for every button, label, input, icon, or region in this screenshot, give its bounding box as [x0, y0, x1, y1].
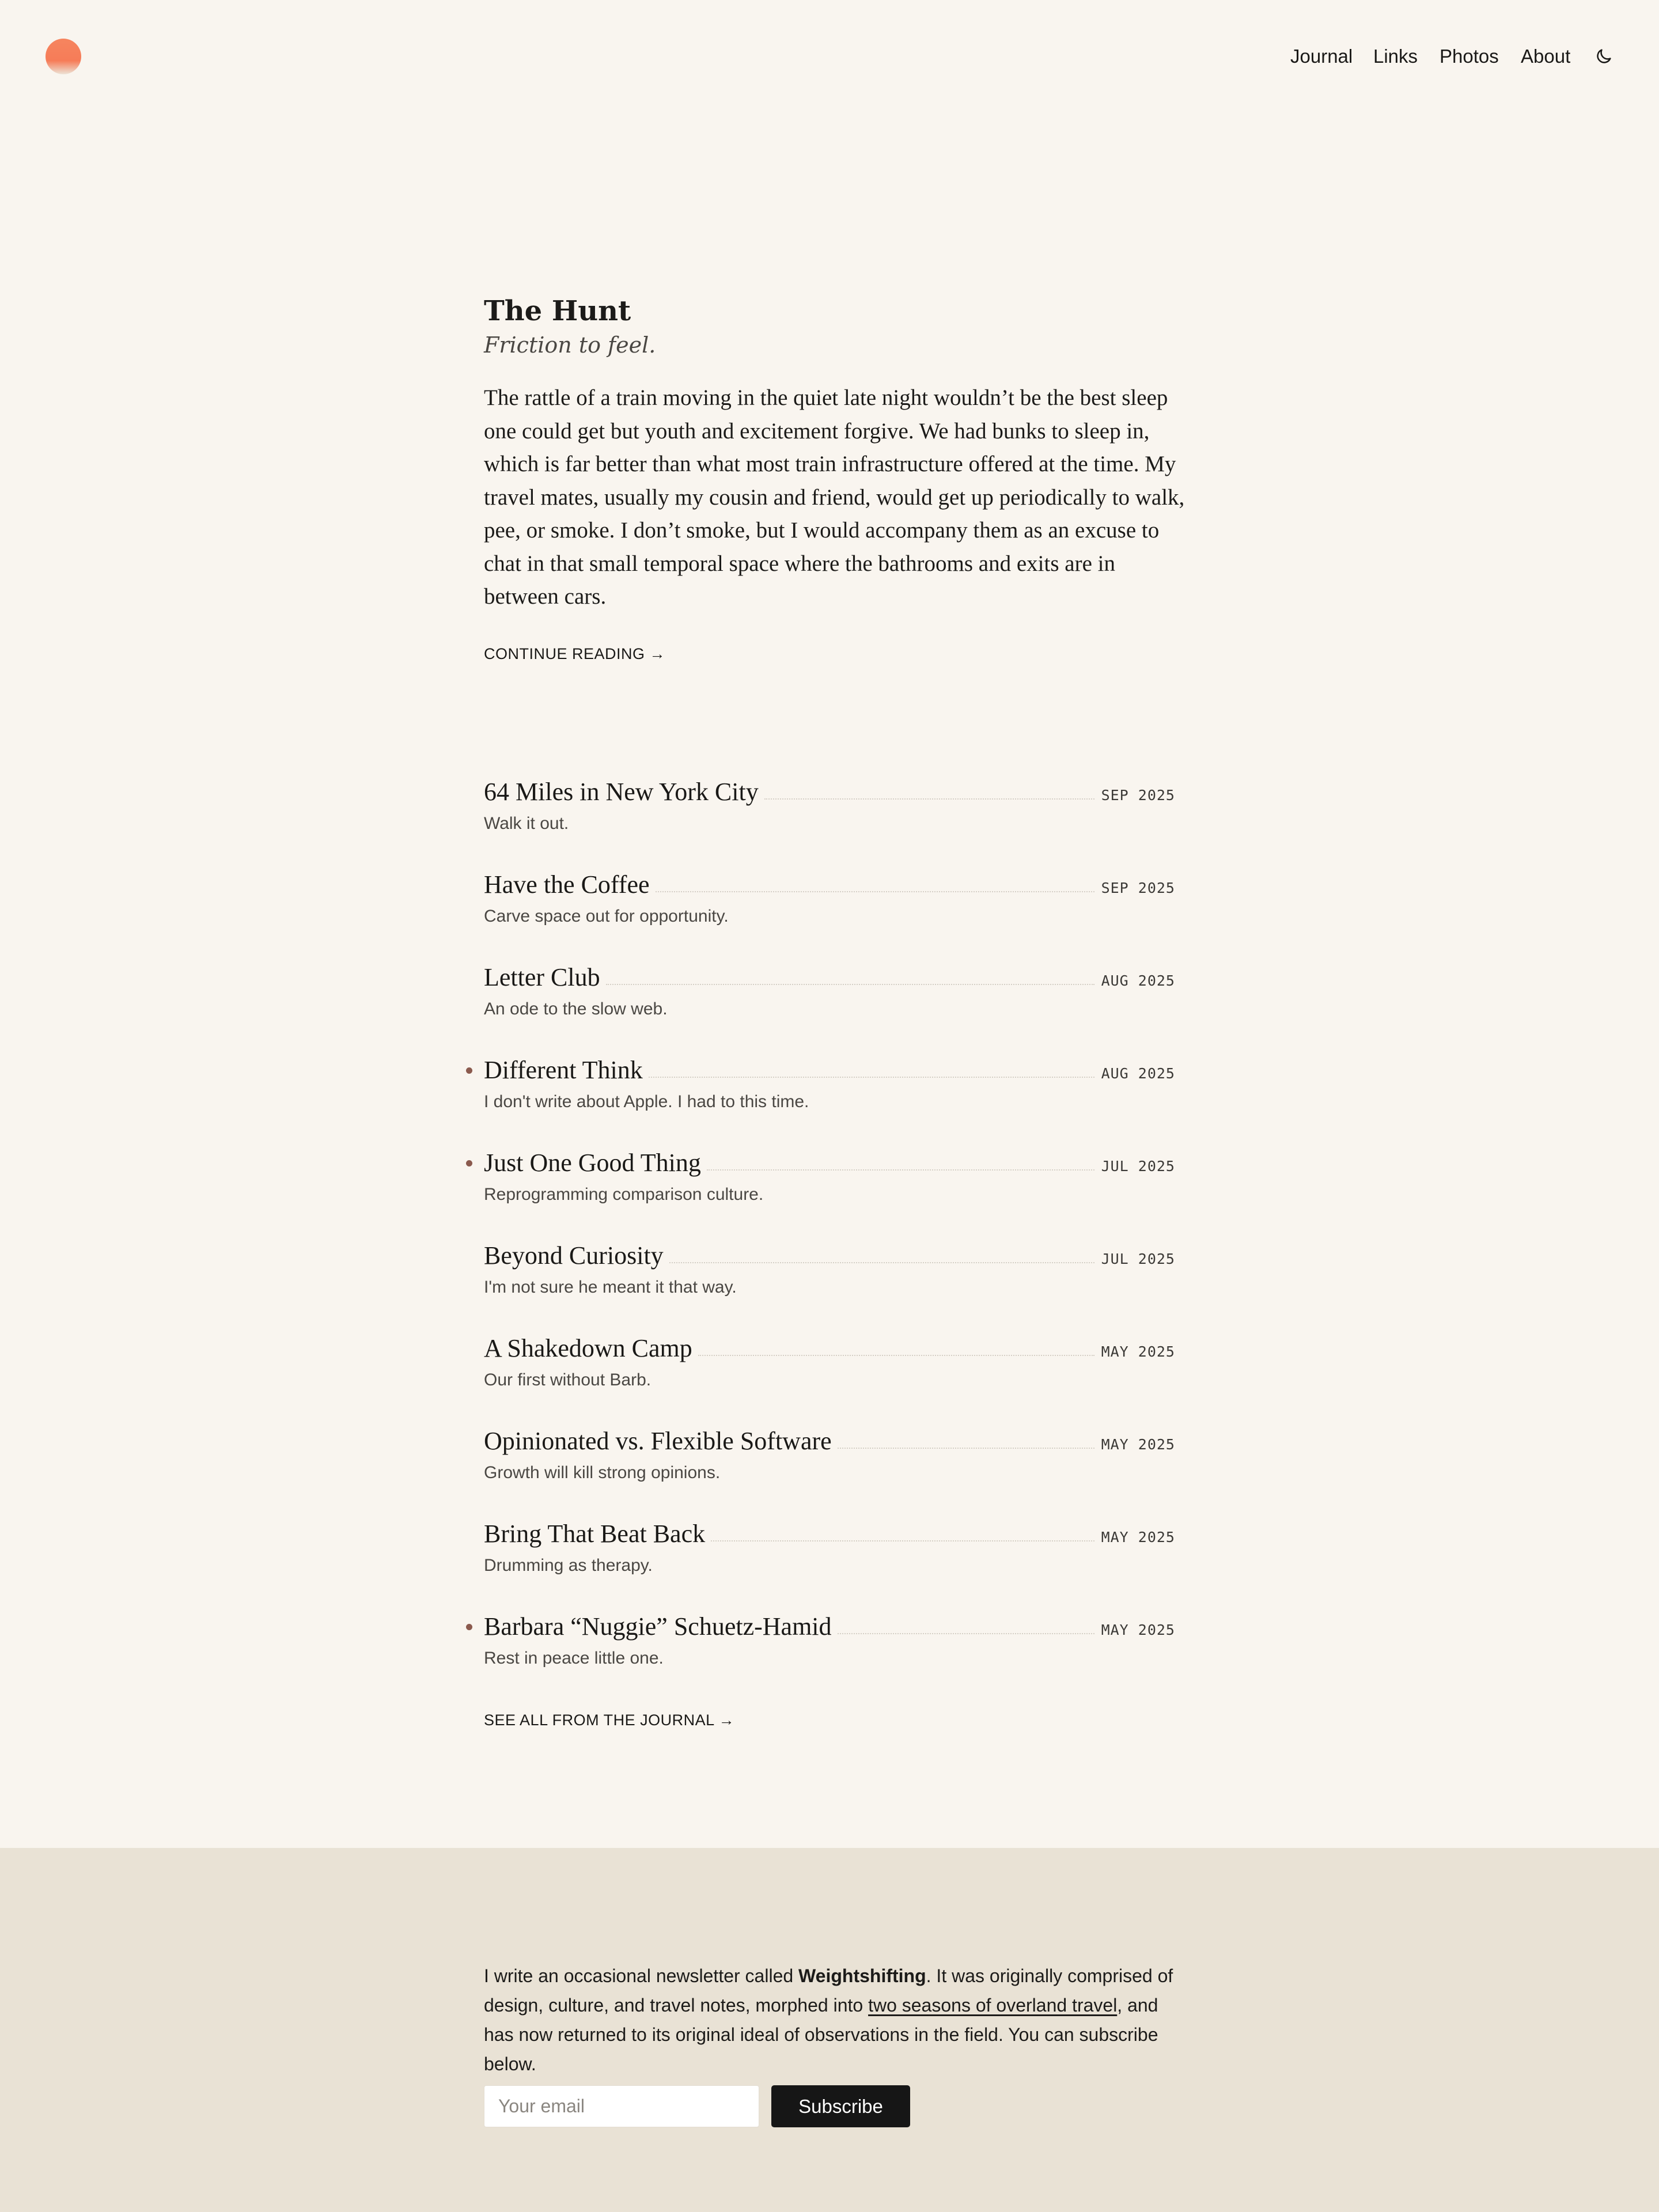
nav-photos[interactable]: Photos — [1440, 46, 1499, 67]
journal-entry-description: Our first without Barb. — [484, 1370, 652, 1389]
journal-entry-title[interactable]: 64 Miles in New York City — [484, 778, 759, 806]
journal-entry-date: MAY 2025 — [1101, 1436, 1175, 1453]
dotted-leader — [764, 798, 1094, 800]
newsletter-name: Weightshifting — [798, 1965, 926, 1986]
journal-entry-row — [484, 1143, 1175, 1183]
continue-reading-link[interactable]: CONTINUE READING → — [484, 645, 666, 662]
journal-entry[interactable] — [484, 1607, 1175, 1699]
journal-entry[interactable] — [484, 1514, 1175, 1607]
journal-entry-date: MAY 2025 — [1101, 1343, 1175, 1360]
dotted-leader — [606, 984, 1094, 985]
dotted-leader — [711, 1540, 1094, 1541]
journal-entry[interactable] — [484, 1050, 1175, 1143]
journal-entry-description: I'm not sure he meant it that way. — [484, 1278, 737, 1297]
journal-entry-title[interactable]: Bring That Beat Back — [484, 1520, 706, 1548]
journal-entry-description: Carve space out for opportunity. — [484, 907, 729, 926]
main-nav — [0, 41, 1659, 71]
dotted-leader — [698, 1355, 1094, 1356]
dotted-leader — [656, 891, 1094, 892]
journal-entry-title[interactable]: Beyond Curiosity — [484, 1241, 664, 1270]
see-all-journal-link[interactable]: SEE ALL FROM THE JOURNAL → — [484, 1711, 735, 1729]
nav-about[interactable]: About — [1521, 46, 1571, 67]
journal-entry-title[interactable]: Different Think — [484, 1056, 643, 1084]
journal-entry-row — [484, 772, 1175, 812]
journal-entry-date: JUL 2025 — [1101, 1158, 1175, 1175]
nav-links[interactable]: Links — [1373, 46, 1418, 67]
journal-entry-date: AUG 2025 — [1101, 1065, 1175, 1082]
journal-entry-description: I don't write about Apple. I had to this time. — [484, 1092, 809, 1111]
bullet-marker-icon — [466, 1624, 472, 1630]
overland-travel-link[interactable]: two seasons of overland travel — [868, 1995, 1118, 2016]
journal-entry-date: MAY 2025 — [1101, 1529, 1175, 1546]
journal-entry[interactable] — [484, 772, 1175, 865]
journal-entry-date: AUG 2025 — [1101, 972, 1175, 989]
journal-entry-title[interactable]: Just One Good Thing — [484, 1149, 701, 1177]
featured-subtitle: Friction to feel. — [484, 332, 656, 358]
journal-entry[interactable] — [484, 1143, 1175, 1236]
featured-title[interactable]: The Hunt — [484, 295, 631, 327]
journal-entry-title[interactable]: Letter Club — [484, 963, 600, 991]
journal-entry-title[interactable]: Barbara “Nuggie” Schuetz-Hamid — [484, 1612, 832, 1641]
journal-entry-row — [484, 1421, 1175, 1461]
newsletter-text-end: , and has now returned to its original ideal of observations in the field. You can subscribe below. — [484, 1995, 1158, 2074]
dotted-leader — [649, 1077, 1094, 1078]
subscribe-button[interactable]: Subscribe — [771, 2085, 910, 2127]
journal-entry-description: Growth will kill strong opinions. — [484, 1463, 721, 1482]
journal-entry-description: Drumming as therapy. — [484, 1556, 653, 1575]
bullet-marker-icon — [466, 1160, 472, 1166]
moon-icon[interactable] — [1594, 47, 1613, 66]
journal-entry-description: Rest in peace little one. — [484, 1649, 664, 1668]
dotted-leader — [707, 1169, 1094, 1171]
newsletter-description — [484, 1961, 1190, 2079]
bullet-marker-icon — [466, 1067, 472, 1074]
journal-entry-date: JUL 2025 — [1101, 1251, 1175, 1267]
dotted-leader — [669, 1262, 1094, 1263]
journal-entry-date: SEP 2025 — [1101, 787, 1175, 804]
featured-excerpt: The rattle of a train moving in the quiet late night wouldn’t be the best sleep one could get but youth and excitement forgive. We had bunks to sleep in, which is far better than what most train infrastructure offered at the time. My travel mates, usually my cousin and friend, would get up periodically to walk, pee, or smoke. I don’t smoke, but I would accompany them as an excuse to chat in that small temporal space where the bathrooms and exits are in between cars. — [484, 385, 1185, 609]
journal-entry-description: An ode to the slow web. — [484, 999, 668, 1018]
journal-entry-title[interactable]: Opinionated vs. Flexible Software — [484, 1427, 832, 1455]
dotted-leader — [838, 1448, 1094, 1449]
journal-entry-row — [484, 1514, 1175, 1554]
journal-entry-row — [484, 1050, 1175, 1090]
journal-entry[interactable] — [484, 957, 1175, 1050]
journal-entry-title[interactable]: Have the Coffee — [484, 870, 650, 899]
journal-entry[interactable] — [484, 1421, 1175, 1514]
journal-entry-row — [484, 1328, 1175, 1369]
email-input[interactable] — [484, 2085, 759, 2127]
journal-entry-row — [484, 957, 1175, 998]
journal-entry-description: Reprogramming comparison culture. — [484, 1185, 764, 1204]
journal-entry-row — [484, 1236, 1175, 1276]
journal-entry[interactable] — [484, 1236, 1175, 1328]
journal-entry[interactable] — [484, 1328, 1175, 1421]
dotted-leader — [838, 1633, 1094, 1634]
journal-entry-date: MAY 2025 — [1101, 1622, 1175, 1638]
newsletter-text-middle: . It was originally comprised of design, culture, and travel notes, morphed into — [484, 1965, 1173, 2016]
newsletter-text-intro: I write an occasional newsletter called — [484, 1965, 799, 1986]
journal-list — [484, 772, 1175, 1699]
nav-journal[interactable]: Journal — [1290, 46, 1353, 67]
journal-entry-row — [484, 1607, 1175, 1647]
journal-entry-title[interactable]: A Shakedown Camp — [484, 1334, 692, 1362]
journal-entry[interactable] — [484, 865, 1175, 957]
journal-entry-description: Walk it out. — [484, 814, 569, 833]
journal-entry-date: SEP 2025 — [1101, 880, 1175, 896]
journal-entry-row — [484, 865, 1175, 905]
